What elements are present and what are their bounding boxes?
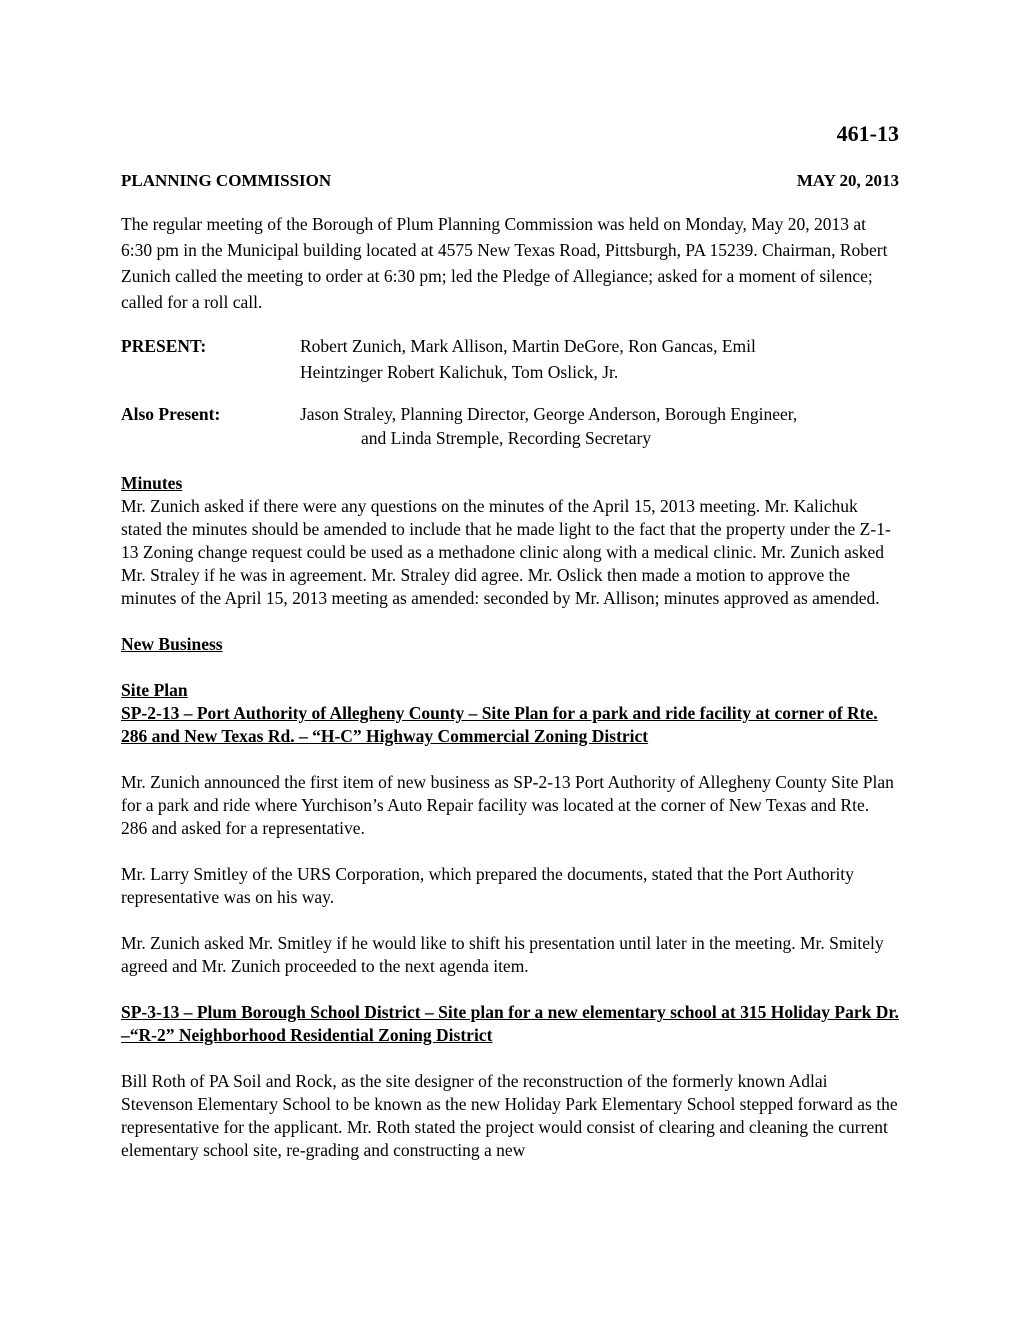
intro-paragraph: The regular meeting of the Borough of Plum Planning Commission was held on Monday, May 20, 2013 at 6:30 pm in the Municipal building located at 4575 New Texas Road, Pittsburgh, PA 15239. Chairman, Robert Zunich called the meeting to order at 6:30 pm; led the Pledge of Allegiance; asked for a moment of silence; called for a roll call. (121, 214, 888, 312)
spacer (121, 748, 899, 771)
present-line-2: Heintzinger Robert Kalichuk, Tom Oslick, Jr. (300, 362, 619, 382)
page-number: 461-13 (836, 121, 899, 146)
also-present-line-1: Jason Straley, Planning Director, George Anderson, Borough Engineer, (300, 404, 798, 424)
present-line-1: Robert Zunich, Mark Allison, Martin DeGore, Ron Gancas, Emil (300, 336, 756, 356)
present-members (300, 333, 899, 385)
sp-2-13-paragraph-2: Mr. Larry Smitley of the URS Corporation, which prepared the documents, stated that the Port Authority representative was on his way. (121, 864, 854, 907)
spacer (121, 610, 899, 633)
document-body (121, 472, 899, 1162)
sp-3-13-title: SP-3-13 – Plum Borough School District – Site plan for a new elementary school at 315 Holiday Park Dr. –“R-2” Neighborhood Residential Zoning District (121, 1002, 899, 1045)
spacer (121, 840, 899, 863)
spacer (121, 656, 899, 679)
also-present-label: Also Present: (121, 404, 221, 424)
new-business-heading: New Business (121, 634, 223, 654)
meeting-date: MAY 20, 2013 (796, 171, 899, 190)
sp-2-13-paragraph-3: Mr. Zunich asked Mr. Smitley if he would like to shift his presentation until later in the meeting. Mr. Smitely agreed and Mr. Zunich proceeded to the next agenda item. (121, 933, 884, 976)
sp-2-13-title: SP-2-13 – Port Authority of Allegheny County – Site Plan for a park and ride facility at corner of Rte. 286 and New Texas Rd. – “H-C” Highway Commercial Zoning District (121, 703, 878, 746)
present-row (121, 333, 899, 385)
also-present-row (121, 402, 899, 450)
sp-2-13-paragraph-1: Mr. Zunich announced the first item of new business as SP-2-13 Port Authority of Allegheny County Site Plan for a park and ride where Yurchison’s Auto Repair facility was located at the corner of New Texas and Rte. 286 and asked for a representative. (121, 772, 894, 838)
document-header (121, 171, 899, 191)
also-present-members (300, 402, 899, 450)
spacer (121, 1047, 899, 1070)
site-plan-heading: Site Plan (121, 680, 188, 700)
spacer (121, 909, 899, 932)
present-label: PRESENT: (121, 336, 207, 356)
also-present-line-2: and Linda Stremple, Recording Secretary (361, 428, 652, 448)
minutes-heading: Minutes (121, 473, 183, 493)
spacer (121, 978, 899, 1001)
sp-3-13-paragraph-1: Bill Roth of PA Soil and Rock, as the site designer of the reconstruction of the formerly known Adlai Stevenson Elementary School to be known as the new Holiday Park Elementary School stepped forward as the representative for the applicant. Mr. Roth stated the project would consist of clearing and cleaning the current elementary school site, re-grading and constructing a new (121, 1071, 898, 1160)
minutes-paragraph: Mr. Zunich asked if there were any questions on the minutes of the April 15, 2013 meeting. Mr. Kalichuk stated the minutes should be amended to include that he made light to the fact that the property under the Z-1-13 Zoning change request could be used as a methadone clinic along with a medical clinic. Mr. Zunich asked Mr. Straley if he was in agreement. Mr. Straley did agree. Mr. Oslick then made a motion to approve the minutes of the April 15, 2013 meeting as amended: seconded by Mr. Allison; minutes approved as amended. (121, 496, 891, 608)
commission-name: PLANNING COMMISSION (121, 171, 332, 190)
